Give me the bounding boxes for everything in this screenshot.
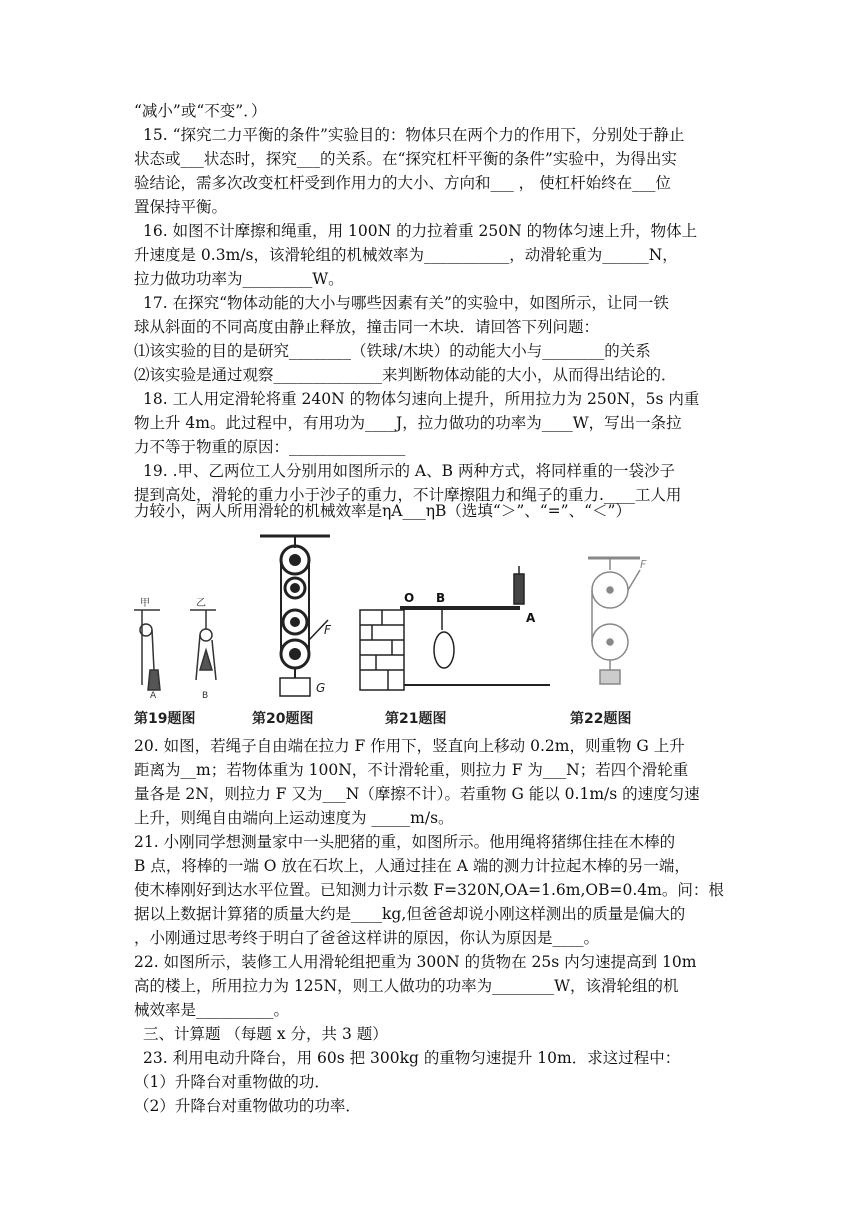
text-line: 上升，则绳自由端向上运动速度为 _____m/s。 bbox=[134, 809, 454, 827]
text-line: 据以上数据计算猪的质量大约是____kg,但爸爸却说小刚这样测出的质量是偏大的 bbox=[134, 905, 686, 923]
text-line: 提到高处，滑轮的重力小于沙子的重力，不计摩擦阻力和绳子的重力.____工人用 bbox=[134, 486, 682, 504]
question-15: 15. “探究二力平衡的条件”实验目的：物体只在两个力的作用下，分别处于静止 bbox=[143, 126, 685, 144]
label-yi: 乙 bbox=[196, 598, 206, 609]
label-b21: B bbox=[436, 591, 446, 605]
text-line: 距离为__m；若物体重为 100N，不计滑轮重，则拉力 F 为___N；若四个滑轮重 bbox=[134, 761, 689, 779]
label-g: G bbox=[316, 681, 326, 695]
text-line: 置保持平衡。 bbox=[134, 198, 228, 216]
text-line: B 点，将棒的一端 O 放在石坎上，人通过挂在 A 端的测力计拉起木棒的另一端， bbox=[134, 857, 690, 875]
question-21: 21. 小刚同学想测量家中一头肥猪的重，如图所示。他用绳将猪绑住挂在木棒的 bbox=[134, 833, 676, 851]
question-20: 20. 如图，若绳子自由端在拉力 F 作用下，竖直向上移动 0.2m，则重物 G 上升 bbox=[134, 737, 685, 755]
question-16: 16. 如图不计摩擦和绳重，用 100N 的力拉着重 250N 的物体匀速上升，物体上 bbox=[143, 222, 698, 240]
text-line: （2）升降台对重物做功的功率． bbox=[134, 1097, 361, 1115]
text-line: 球从斜面的不同高度由静止释放，撞击同一木块．请回答下列问题： bbox=[134, 318, 600, 336]
text-line: 械效率是__________。 bbox=[134, 1001, 290, 1019]
label-f22: F bbox=[640, 558, 647, 571]
label-o: O bbox=[404, 591, 415, 605]
caption-fig-21: 第21题图 bbox=[385, 711, 447, 727]
text-line: 升速度是 0.3m/s，该滑轮组的机械效率为___________，动滑轮重为______N， bbox=[134, 246, 678, 264]
text-line: 力不等于物重的原因：_______________ bbox=[134, 438, 406, 456]
figure-21 bbox=[360, 566, 550, 690]
caption-fig-22: 第22题图 bbox=[570, 711, 632, 727]
text-line: “减小”或“不变”．） bbox=[134, 102, 267, 120]
question-18: 18. 工人用定滑轮将重 240N 的物体匀速向上提升，所用拉力为 250N，5s 内重 bbox=[143, 390, 700, 408]
label-f: F bbox=[324, 623, 331, 637]
text-line: 验结论，需多次改变杠杆受到作用力的大小、方向和___ ， 使杠杆始终在___位 bbox=[134, 174, 671, 192]
text-line: 力较小，两人所用滑轮的机械效率是ηA___ηB（选填“＞”、“=”、“＜”） bbox=[134, 502, 631, 520]
text-line: （1）升降台对重物做的功． bbox=[134, 1073, 330, 1091]
label-jia: 甲 bbox=[140, 598, 150, 609]
figure-19 bbox=[134, 597, 216, 701]
label-a: A bbox=[150, 691, 157, 701]
figure-22 bbox=[588, 558, 647, 684]
text-line: 状态或___状态时，探究___的关系。在“探究杠杆平衡的条件”实验中，为得出实 bbox=[134, 150, 677, 168]
label-a21: A bbox=[526, 611, 536, 625]
text-line: 使木棒刚好到达水平位置。已知测力计示数 F=320N,OA=1.6m,OB=0.4m。问：根 bbox=[134, 881, 724, 899]
question-17: 17. 在探究“物体动能的大小与哪些因素有关”的实验中，如图所示，让同一铁 bbox=[143, 294, 669, 312]
text-line: 量各是 2N，则拉力 F 又为___N（摩擦不计）。若重物 G 能以 0.1m/s 的速度匀速 bbox=[134, 785, 700, 803]
text-line: 高的楼上，所用拉力为 125N，则工人做功的功率为________W，该滑轮组的机 bbox=[134, 977, 679, 995]
text-line: ⑵该实验是通过观察______________来判断物体动能的大小，从而得出结论的． bbox=[134, 366, 677, 384]
label-b: B bbox=[202, 691, 209, 701]
section-heading: 三、计算题 （每题 x 分，共 3 题） bbox=[143, 1025, 388, 1043]
text-line: ⑴该实验的目的是研究________（铁球/木块）的动能大小与________的关系 bbox=[134, 342, 651, 360]
caption-fig-19: 第19题图 bbox=[134, 711, 196, 727]
text-line: ，小刚通过思考终于明白了爸爸这样讲的原因，你认为原因是____。 bbox=[134, 929, 600, 947]
question-19: 19. .甲、乙两位工人分别用如图所示的 A、B 两种方式，将同样重的一袋沙子 bbox=[143, 462, 675, 480]
question-23: 23. 利用电动升降台，用 60s 把 300kg 的重物匀速提升 10m．求这过程中： bbox=[143, 1049, 681, 1067]
question-22: 22. 如图所示，装修工人用滑轮组把重为 300N 的货物在 25s 内匀速提高到 10m bbox=[134, 953, 697, 971]
figure-20 bbox=[260, 536, 332, 696]
caption-fig-20: 第20题图 bbox=[252, 711, 314, 727]
text-line: 拉力做功功率为_________W。 bbox=[134, 270, 344, 288]
text-line: 物上升 4m。此过程中，有用功为____J，拉力做功的功率为____W，写出一条拉 bbox=[134, 414, 682, 432]
